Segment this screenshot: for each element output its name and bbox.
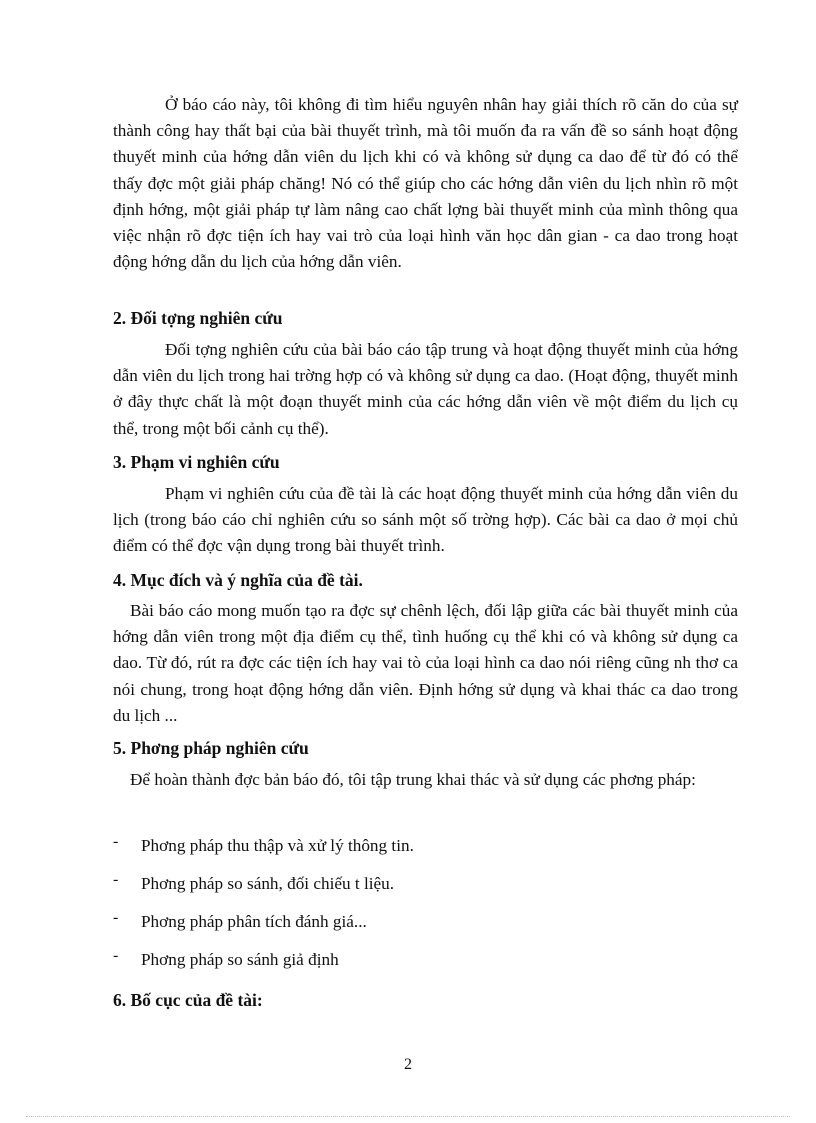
- section-2-body-text: Đối tợng nghiên cứu của bài báo cáo tập trung và hoạt động thuyết minh của hớng dẫn viên du lịch trong hai trờng hợp có và không sử dụng ca dao. (Hoạt động, thuyết minh ở đây thực chất là một đoạn thuyết minh của các hớng dẫn viên về một điểm du lịch cụ thể, trong một bối cảnh cụ thể).: [113, 340, 738, 438]
- section-3-body-text: Phạm vi nghiên cứu của đề tài là các hoạt động thuyết minh của hớng dẫn viên du lịch (trong báo cáo chỉ nghiên cứu so sánh một số trờng hợp). Các bài ca dao ở mọi chủ điểm có thể đợc vận dụng trong bài thuyết trình.: [113, 484, 738, 556]
- method-text: Phơng pháp phân tích đánh giá...: [141, 912, 367, 931]
- page-number: 2: [404, 1056, 412, 1073]
- section-2-heading: 2. Đối tợng nghiên cứu: [113, 308, 283, 328]
- bullet-dash: -: [113, 909, 119, 926]
- section-5-body-text: Để hoàn thành đợc bản báo đó, tôi tập trung khai thác và sử dụng các phơng pháp:: [130, 770, 696, 789]
- section-4-body: [113, 598, 738, 729]
- intro-paragraph-text: Ở báo cáo này, tôi không đi tìm hiểu nguyên nhân hay giải thích rõ căn do của sự thành công hay thất bại của bài thuyết trình, mà tôi muốn đa ra vấn đề so sánh hoạt động thuyết minh của hớng dẫn viên du lịch khi có và không sử dụng ca dao để từ đó có thể thấy đợc một giải pháp chăng! Nó có thể giúp cho các hớng dẫn viên du lịch nhìn rõ một định hớng, một giải pháp tự làm nâng cao chất lợng bài thuyết minh của mình thông qua việc nhận rõ đợc tiện ích hay vai trò của loại hình văn học dân gian - ca dao trong hoạt động hớng dẫn du lịch của hớng dẫn viên.: [113, 95, 738, 272]
- bullet-dash: -: [113, 947, 119, 964]
- method-text: Phơng pháp so sánh giả định: [141, 950, 339, 969]
- method-text: Phơng pháp so sánh, đối chiếu t liệu.: [141, 874, 395, 893]
- footer-divider: [26, 1116, 790, 1117]
- section-4-body-text: Bài báo cáo mong muốn tạo ra đợc sự chênh lệch, đối lập giữa các bài thuyết minh của hớng dẫn viên trong một địa điểm cụ thể, tình huống cụ thể khi có và không sử dụng ca dao. Từ đó, rút ra đợc các tiện ích hay vai tò của loại hình ca dao nói riêng cũng nh thơ ca nói chung, trong hoạt động hớng dẫn viên. Định hớng sử dụng và khai thác ca dao trong du lịch ...: [113, 601, 738, 725]
- bullet-dash: -: [113, 871, 119, 888]
- section-4-heading: 4. Mục đích và ý nghĩa của đề tài.: [113, 570, 363, 590]
- section-3-body: [113, 481, 738, 560]
- intro-paragraph: [113, 92, 738, 275]
- section-3-heading: 3. Phạm vi nghiên cứu: [113, 452, 280, 472]
- method-text: Phơng pháp thu thập và xử lý thông tin.: [141, 836, 414, 855]
- section-2-body: [113, 337, 738, 442]
- section-6-heading: 6. Bố cục của đề tài:: [113, 990, 263, 1010]
- section-5-heading: 5. Phơng pháp nghiên cứu: [113, 738, 309, 758]
- section-5-body: [113, 767, 738, 793]
- bullet-dash: -: [113, 833, 119, 850]
